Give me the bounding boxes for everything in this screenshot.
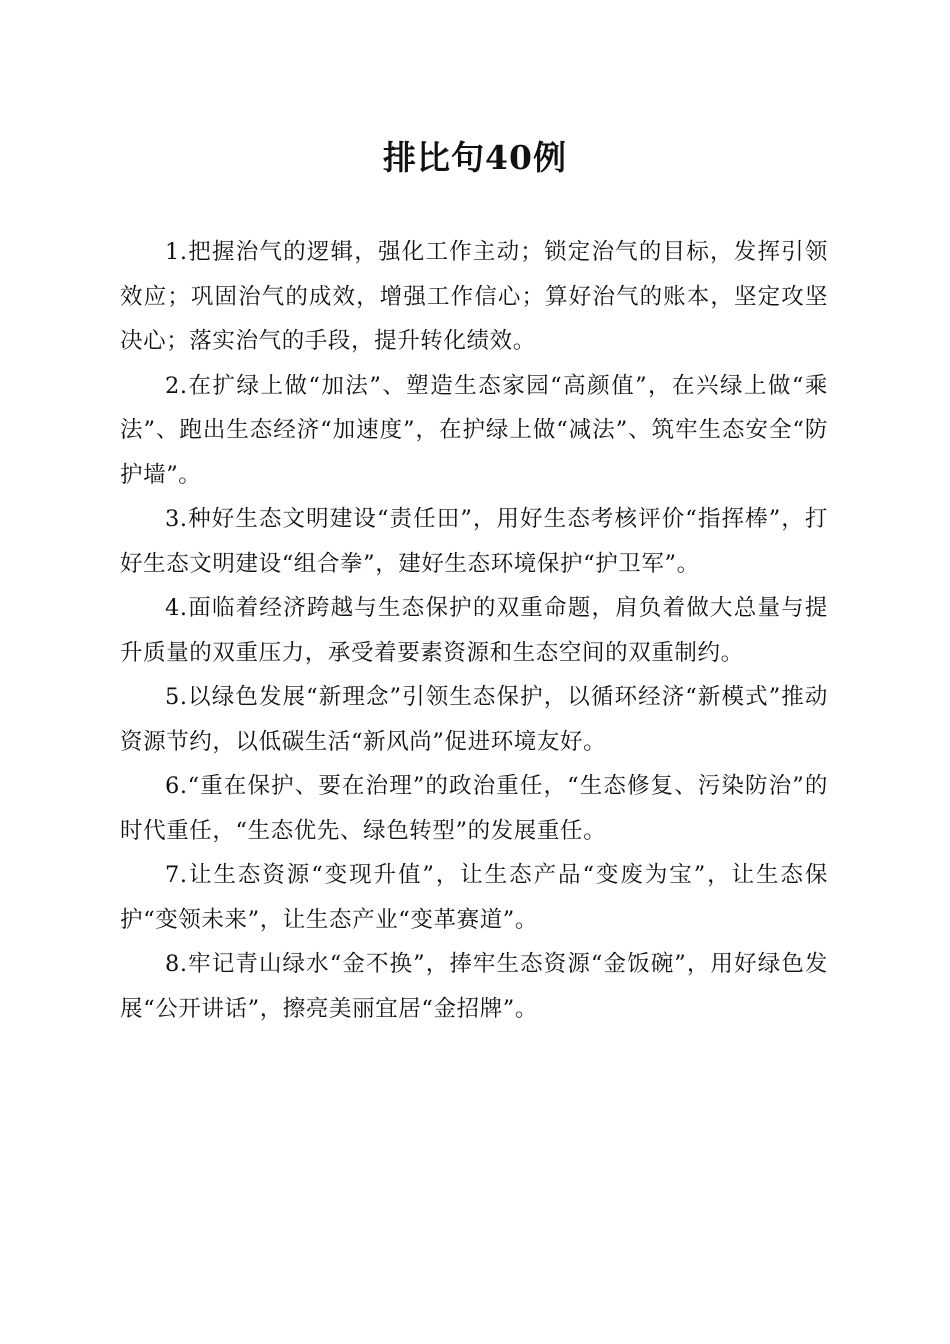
document-body bbox=[120, 230, 828, 1031]
paragraph-5: 5.以绿色发展“新理念”引领生态保护，以循环经济“新模式”推动资源节约，以低碳生活“新风尚”促进环境友好。 bbox=[120, 684, 828, 755]
paragraph-1: 1.把握治气的逻辑，强化工作主动；锁定治气的目标，发挥引领效应；巩固治气的成效，增强工作信心；算好治气的账本，坚定攻坚决心；落实治气的手段，提升转化绩效。 bbox=[120, 239, 828, 354]
paragraph-8: 8.牢记青山绿水“金不换”，捧牢生态资源“金饭碗”，用好绿色发展“公开讲话”，擦亮美丽宜居“金招牌”。 bbox=[120, 951, 828, 1022]
paragraph-4: 4.面临着经济跨越与生态保护的双重命题，肩负着做大总量与提升质量的双重压力，承受着要素资源和生态空间的双重制约。 bbox=[120, 595, 828, 666]
paragraph-2: 2.在扩绿上做“加法”、塑造生态家园“高颜值”，在兴绿上做“乘法”、跑出生态经济“加速度”，在护绿上做“减法”、筑牢生态安全“防护墙”。 bbox=[120, 372, 828, 488]
paragraph-6: 6.“重在保护、要在治理”的政治重任，“生态修复、污染防治”的时代重任，“生态优先、绿色转型”的发展重任。 bbox=[120, 773, 828, 844]
paragraph-7: 7.让生态资源“变现升值”，让生态产品“变废为宝”，让生态保护“变领未来”，让生态产业“变革赛道”。 bbox=[120, 862, 828, 933]
document-title: 排比句40例 bbox=[383, 138, 567, 177]
paragraph-3: 3.种好生态文明建设“责任田”，用好生态考核评价“指挥棒”，打好生态文明建设“组合拳”，建好生态环境保护“护卫军”。 bbox=[120, 506, 828, 577]
